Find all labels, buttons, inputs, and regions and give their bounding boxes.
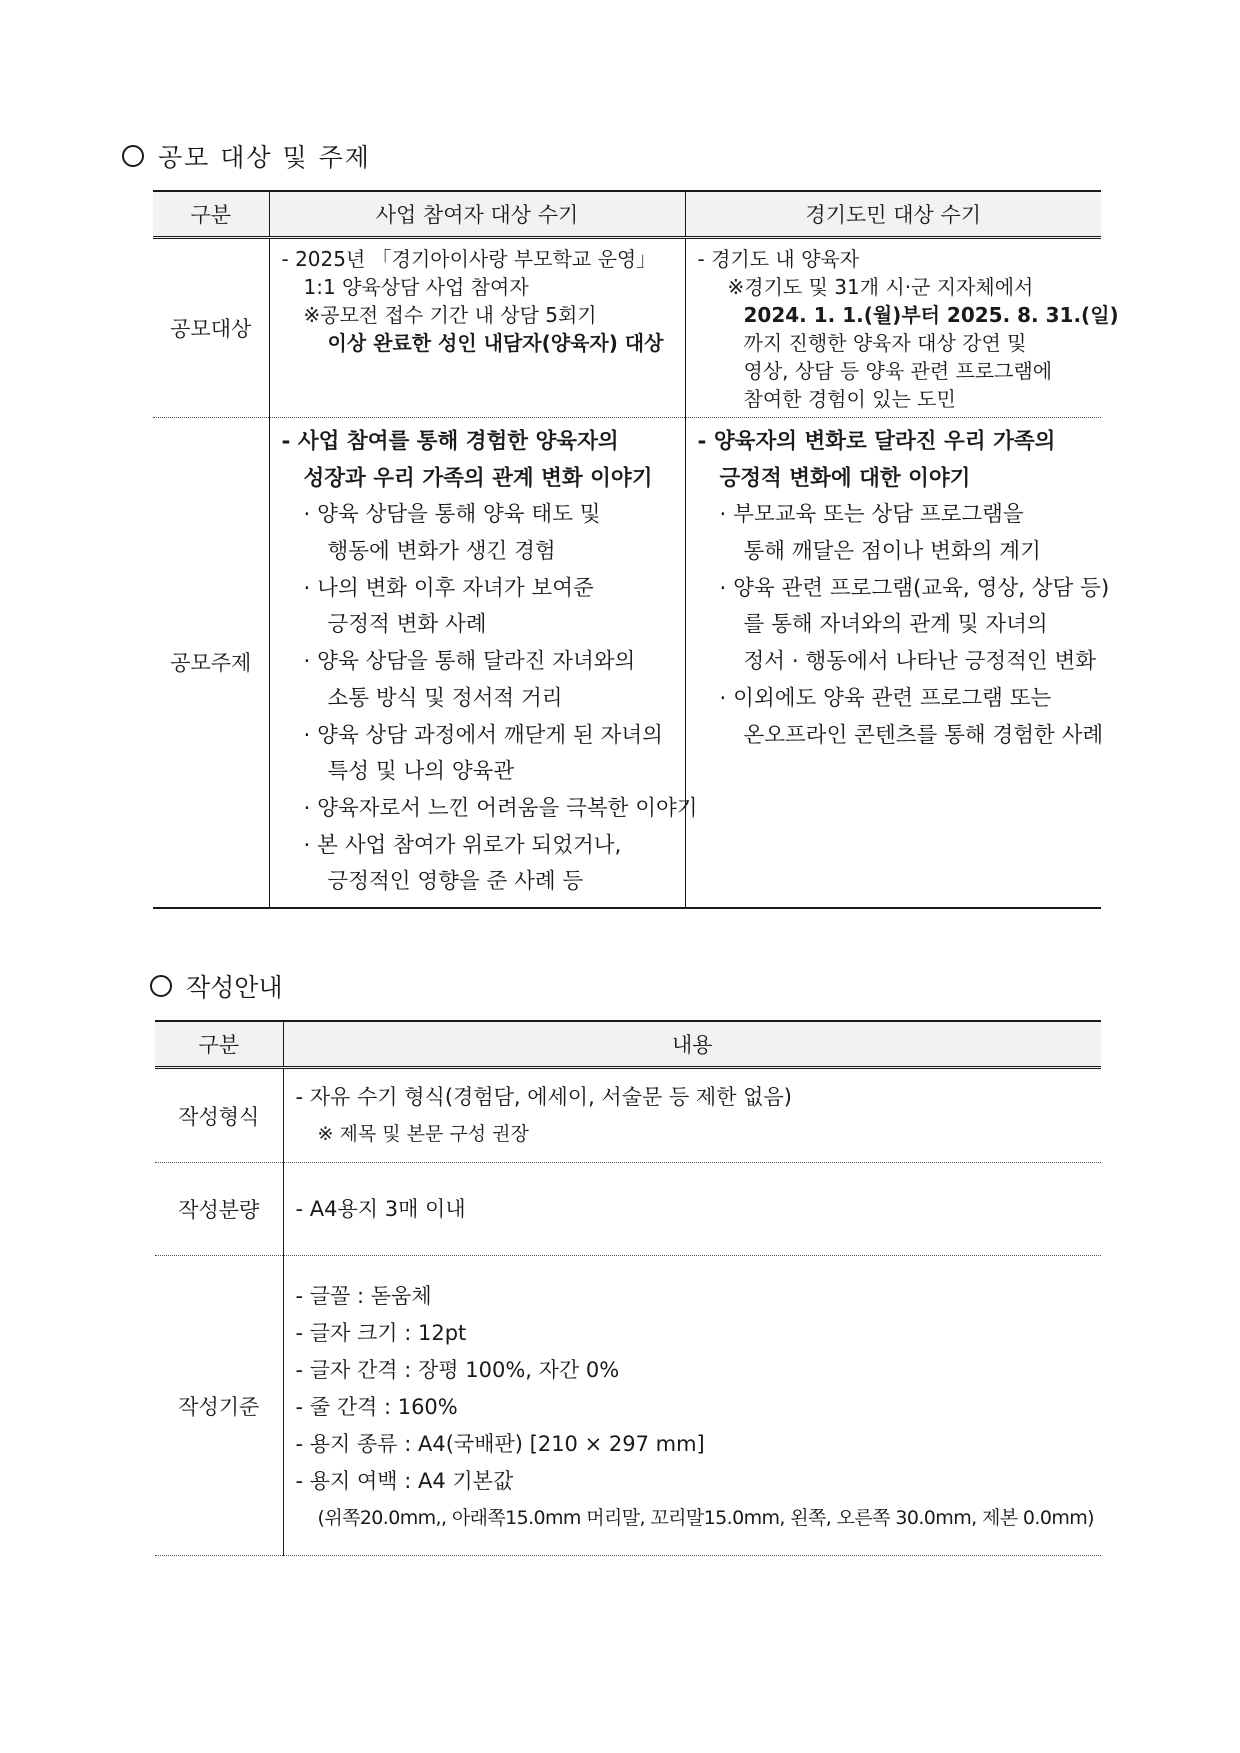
text-line: - 줄 간격 : 160% — [295, 1395, 458, 1419]
section-title: 작성안내 — [186, 973, 283, 1002]
text-line: · 본 사업 참여가 위로가 되었거나, — [303, 832, 622, 858]
text-line: - 글자 크기 : 12pt — [295, 1321, 467, 1345]
table-header-row — [155, 1021, 1101, 1068]
text-line: - 2025년 「경기아이사랑 부모학교 운영」 — [281, 247, 657, 271]
text-line: 긍정적인 영향을 준 사례 등 — [327, 869, 584, 895]
circle-bullet-icon — [150, 975, 172, 997]
text-line: · 부모교육 또는 상담 프로그램을 — [719, 502, 1024, 528]
section-heading-writing-guide — [150, 968, 283, 1004]
table-row-theme — [153, 418, 1101, 908]
cell-standard — [283, 1256, 1101, 1556]
header-category: 구분 — [155, 1021, 283, 1068]
writing-guide-table — [155, 1020, 1101, 1556]
text-line: · 양육 관련 프로그램(교육, 영상, 상담 등) — [719, 575, 1110, 601]
text-line: - 자유 수기 형식(경험담, 에세이, 서술문 등 제한 없음) — [295, 1085, 792, 1109]
circle-bullet-icon — [122, 145, 144, 167]
header-category: 구분 — [153, 191, 269, 238]
text-line: - 양육자의 변화로 달라진 우리 가족의 — [697, 429, 1056, 454]
cell-theme-resident — [685, 418, 1110, 908]
table-row-format — [155, 1068, 1101, 1163]
table-header-row — [153, 191, 1101, 238]
cell-format — [283, 1068, 1101, 1163]
text-line: 까지 진행한 양육자 대상 강연 및 — [743, 331, 1027, 355]
text-line: 를 통해 자녀와의 관계 및 자녀의 — [743, 612, 1048, 638]
text-line: 성장과 우리 가족의 관계 변화 이야기 — [303, 465, 653, 491]
text-line: 참여한 경험이 있는 도민 — [743, 387, 956, 411]
text-line: 통해 깨달은 점이나 변화의 계기 — [743, 539, 1041, 565]
header-resident: 경기도민 대상 수기 — [685, 191, 1101, 238]
cell-target-participant — [269, 238, 685, 418]
text-line: 소통 방식 및 정서적 거리 — [327, 685, 563, 711]
text-line: · 양육 상담을 통해 양육 태도 및 — [303, 502, 601, 528]
row-label-length: 작성분량 — [178, 1198, 260, 1222]
text-line: ※공모전 접수 기간 내 상담 5회기 — [303, 303, 597, 327]
text-line: 긍정적 변화 사례 — [327, 612, 487, 638]
text-line: 특성 및 나의 양육관 — [327, 759, 515, 785]
text-line: - 경기도 내 양육자 — [697, 247, 860, 271]
text-line: 긍정적 변화에 대한 이야기 — [719, 465, 971, 491]
row-label-format: 작성형식 — [178, 1104, 260, 1129]
text-line: · 나의 변화 이후 자녀가 보여준 — [303, 575, 594, 601]
text-line: · 양육 상담을 통해 달라진 자녀와의 — [303, 649, 636, 675]
cell-theme-participant — [269, 418, 698, 908]
text-line: 정서 · 행동에서 나타난 긍정적인 변화 — [743, 649, 1097, 675]
text-line: ※ 제목 및 본문 구성 권장 — [317, 1123, 529, 1145]
text-line: · 양육 상담 과정에서 깨닫게 된 자녀의 — [303, 722, 663, 748]
header-participant: 사업 참여자 대상 수기 — [269, 191, 685, 238]
text-line: 1:1 양육상담 사업 참여자 — [303, 275, 529, 299]
row-label-theme: 공모주제 — [170, 651, 252, 676]
text-line: · 이외에도 양육 관련 프로그램 또는 — [719, 685, 1052, 711]
text-line: ※경기도 및 31개 시·군 지자체에서 — [727, 275, 1034, 299]
section-heading-contest-target — [122, 138, 371, 174]
text-line: 2024. 1. 1.(월)부터 2025. 8. 31.(일) — [743, 303, 1119, 327]
text-line: - 용지 종류 : A4(국배판) [210 × 297 mm] — [295, 1432, 705, 1456]
row-label-target: 공모대상 — [170, 317, 252, 341]
cell-target-resident — [685, 238, 1119, 418]
text-line: - 글자 간격 : 장평 100%, 자간 0% — [295, 1358, 620, 1382]
cell-length — [283, 1163, 1101, 1256]
text-line: 온오프라인 콘텐츠를 통해 경험한 사례 — [743, 722, 1104, 748]
text-line: 행동에 변화가 생긴 경험 — [327, 539, 556, 565]
text-line: - 용지 여백 : A4 기본값 — [295, 1469, 514, 1493]
text-line: - 사업 참여를 통해 경험한 양육자의 — [281, 429, 619, 454]
text-line: - A4용지 3매 이내 — [295, 1196, 466, 1221]
text-line: 영상, 상담 등 양육 관련 프로그램에 — [743, 359, 1053, 383]
text-line: · 양육자로서 느낀 어려움을 극복한 이야기 — [303, 795, 698, 821]
text-line: 이상 완료한 성인 내담자(양육자) 대상 — [327, 331, 664, 355]
section-title: 공모 대상 및 주제 — [158, 143, 371, 172]
contest-target-table — [153, 190, 1119, 909]
table-row-target — [153, 238, 1101, 418]
table-row-standard — [155, 1256, 1101, 1556]
row-label-standard: 작성기준 — [178, 1394, 260, 1419]
text-line: (위쪽20.0mm,, 아래쪽15.0mm 머리말, 꼬리말15.0mm, 왼쪽, 오른쪽 30.0mm, 제본 0.0mm) — [317, 1507, 1094, 1529]
text-line: - 글꼴 : 돋움체 — [295, 1284, 432, 1308]
table-row-length — [155, 1163, 1101, 1256]
header-content: 내용 — [283, 1021, 1101, 1068]
